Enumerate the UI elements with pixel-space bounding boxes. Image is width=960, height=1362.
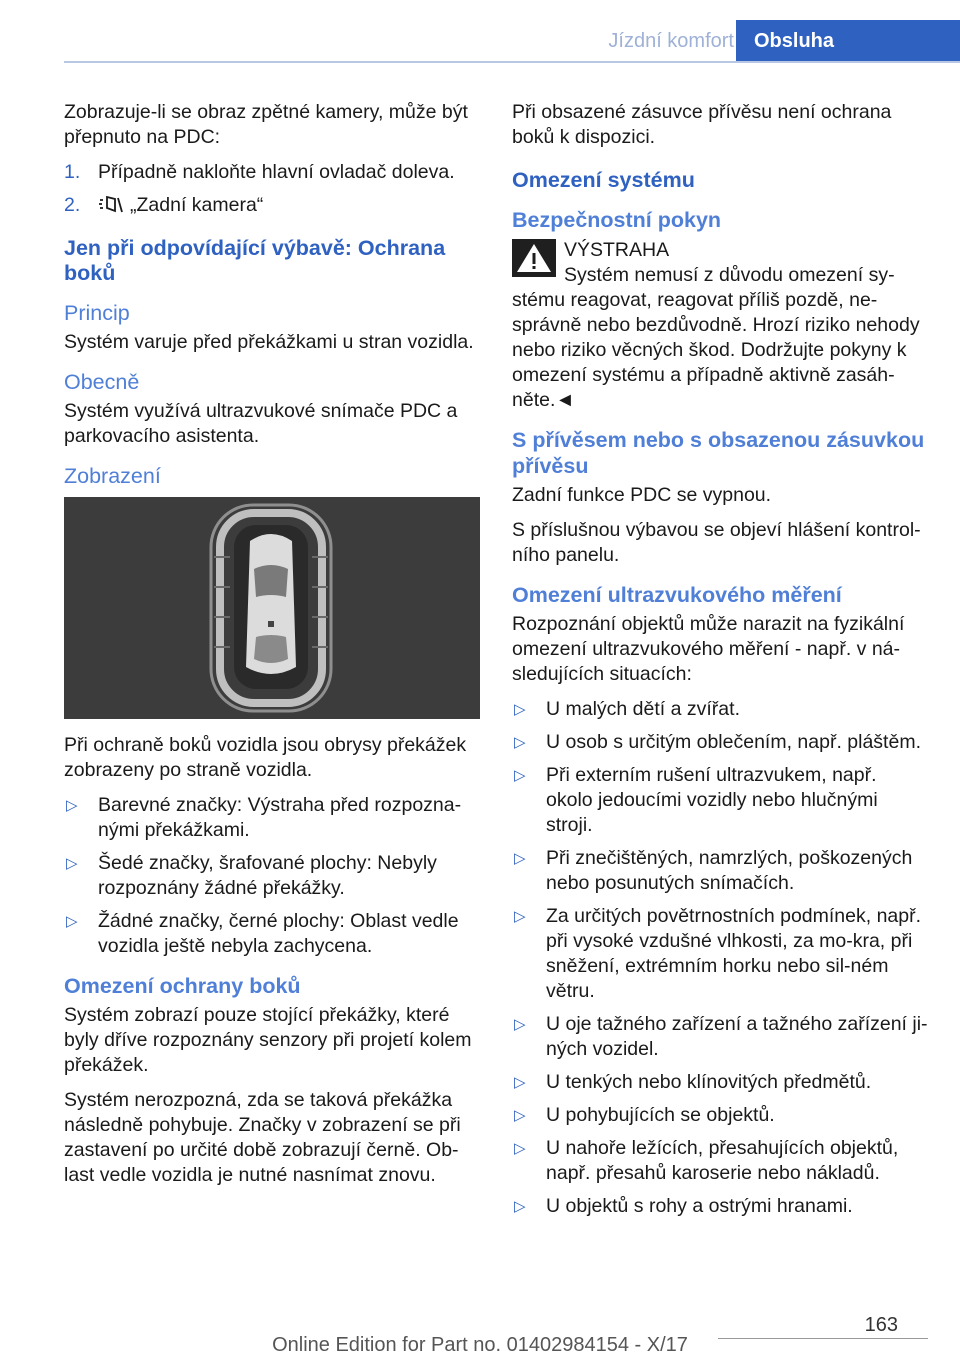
privesu-paragraph: Při obsazené zásuvce přívěsu není ochrana boků k dispozici. [512, 101, 892, 148]
section-heading-omezeni-systemu: Omezení systému [512, 168, 695, 192]
page-number: 163 [864, 1314, 898, 1336]
marker-list [64, 793, 480, 959]
list-item-text: U tenkých nebo klínovitých předmětů. [546, 1071, 872, 1093]
step-text: „Zadní kamera“ [130, 194, 264, 216]
step-item [64, 160, 480, 185]
bullet-triangle-icon: ▷ [514, 850, 526, 867]
ultrazvuk-paragraph: Rozpoznání objektů může narazit na fyzikální omezení ultrazvukového měření - např. v ná‐sledujících situacích: [512, 613, 905, 685]
list-item-text: Za určitých povětrnostních podmínek, např. při vysoké vzdušné vlhkosti, za mo‐kra, při sněžení, extrémním horku nebo sil‐ném větru. [546, 905, 922, 1002]
list-item [512, 846, 928, 896]
list-item [512, 904, 928, 1004]
section-heading: Jen při odpovídající výbavě: Ochrana boků [64, 236, 446, 285]
princip-paragraph: Systém varuje před překážkami u stran vozidla. [64, 331, 474, 353]
list-item [512, 763, 928, 838]
list-item [64, 793, 480, 843]
list-item-text: U objektů s rohy a ostrými hranami. [546, 1195, 853, 1217]
section-tab[interactable]: Jízdní komfort [608, 30, 734, 52]
bullet-triangle-icon: ▷ [514, 1198, 526, 1215]
obecne-paragraph: Systém využívá ultrazvukové snímače PDC a parkovacího asistenta. [64, 400, 458, 447]
subheading-omezeni-ochrany: Omezení ochrany boků [64, 974, 301, 998]
list-item-text: Šedé značky, šrafované plochy: Nebyly rozpoznány žádné překážky. [98, 852, 437, 899]
bullet-triangle-icon: ▷ [514, 908, 526, 925]
list-item-text: U nahoře ležících, přesahujících objektů, např. přesahů karoserie nebo nákladů. [546, 1137, 899, 1184]
side-protection-figure [64, 497, 480, 719]
prives-paragraph-2: S příslušnou výbavou se objeví hlášení kontrol‐ního panelu. [512, 519, 921, 566]
list-item [64, 909, 480, 959]
bullet-triangle-icon: ▷ [514, 1016, 526, 1033]
omezeni-paragraph-2: Systém nerozpozná, zda se taková překážka následně pohybuje. Značky v zobrazení se při zastavení po určité době zobrazují černě. Ob‐last vedle vozidla je nutné nasnímat znovu. [64, 1089, 461, 1186]
omezeni-paragraph-1: Systém zobrazí pouze stojící překážky, které byly dříve rozpoznány senzory při projetí kolem překážek. [64, 1004, 472, 1076]
bullet-triangle-icon: ▷ [514, 1140, 526, 1157]
list-item-text: U pohybujících se objektů. [546, 1104, 775, 1126]
list-item-text: Při externím rušení ultrazvukem, např. okolo jedoucími vozidly nebo hlučnými stroji. [546, 764, 878, 836]
bullet-triangle-icon: ▷ [514, 767, 526, 784]
bullet-triangle-icon: ▷ [66, 913, 78, 930]
bullet-triangle-icon: ▷ [514, 734, 526, 751]
figure-caption-paragraph: Při ochraně boků vozidla jsou obrysy překážek zobrazeny po straně vozidla. [64, 734, 467, 781]
list-item [512, 1194, 928, 1219]
prives-paragraph-1: Zadní funkce PDC se vypnou. [512, 484, 772, 506]
list-item [64, 851, 480, 901]
step-number: 1. [64, 161, 81, 183]
list-item [512, 730, 928, 755]
step-number: 2. [64, 194, 81, 216]
page-header [64, 0, 960, 62]
list-item [512, 1070, 928, 1095]
bullet-triangle-icon: ▷ [514, 701, 526, 718]
car-top-view-illustration [64, 497, 480, 719]
bullet-triangle-icon: ▷ [66, 797, 78, 814]
steps-list [64, 160, 480, 218]
step-text: Případně nakloňte hlavní ovladač doleva. [98, 161, 455, 183]
header-rule [64, 61, 960, 63]
list-item-text: U malých dětí a zvířat. [546, 698, 740, 720]
list-item [512, 1012, 928, 1062]
list-item-text: U oje tažného zařízení a tažného zařízení ji‐ných vozidel. [546, 1013, 928, 1060]
warning-block [512, 237, 928, 263]
subheading-bezpecnost: Bezpečnostní pokyn [512, 208, 722, 232]
subheading-prives: S přívěsem nebo s obsazenou zásuvkou přívěsu [512, 428, 925, 478]
warning-text: Systém nemusí z důvodu omezení sy‐stému reagovat, reagovat příliš pozdě, ne‐správně nebo bezdůvodně. Hrozí riziko nehody nebo riziko věcných škod. Dodržujte pokyny k omezení systému a případně aktivně zasáh‐něte.◄ [512, 264, 920, 411]
pdc-camera-icon [98, 194, 124, 214]
list-item-text: Barevné značky: Výstraha před rozpozna‐nými překážkami. [98, 794, 462, 841]
right-column [512, 100, 928, 1229]
bullet-triangle-icon: ▷ [514, 1107, 526, 1124]
subheading-princip: Princip [64, 301, 130, 325]
step-item [64, 193, 480, 218]
left-column [64, 100, 480, 1198]
limitations-list [512, 697, 928, 1219]
chapter-tab[interactable]: Obsluha [736, 20, 960, 62]
subheading-obecne: Obecně [64, 370, 140, 394]
list-item-text: Při znečištěných, namrzlých, poškozených nebo posunutých snímačích. [546, 847, 913, 894]
bullet-triangle-icon: ▷ [66, 855, 78, 872]
list-item [512, 1103, 928, 1128]
intro-paragraph: Zobrazuje-li se obraz zpětné kamery, může být přepnuto na PDC: [64, 101, 468, 148]
footer-edition: Online Edition for Part no. 01402984154 - X/17 [272, 1334, 688, 1356]
warning-title: VÝSTRAHA [564, 239, 670, 261]
subheading-zobrazeni: Zobrazení [64, 464, 161, 488]
warning-triangle-icon [512, 239, 556, 277]
bullet-triangle-icon: ▷ [514, 1074, 526, 1091]
list-item-text: U osob s určitým oblečením, např. pláštěm. [546, 731, 921, 753]
list-item [512, 697, 928, 722]
subheading-ultrazvuk: Omezení ultrazvukového měření [512, 583, 842, 607]
list-item-text: Žádné značky, černé plochy: Oblast vedle vozidla ještě nebyla zachycena. [98, 910, 459, 957]
list-item [512, 1136, 928, 1186]
